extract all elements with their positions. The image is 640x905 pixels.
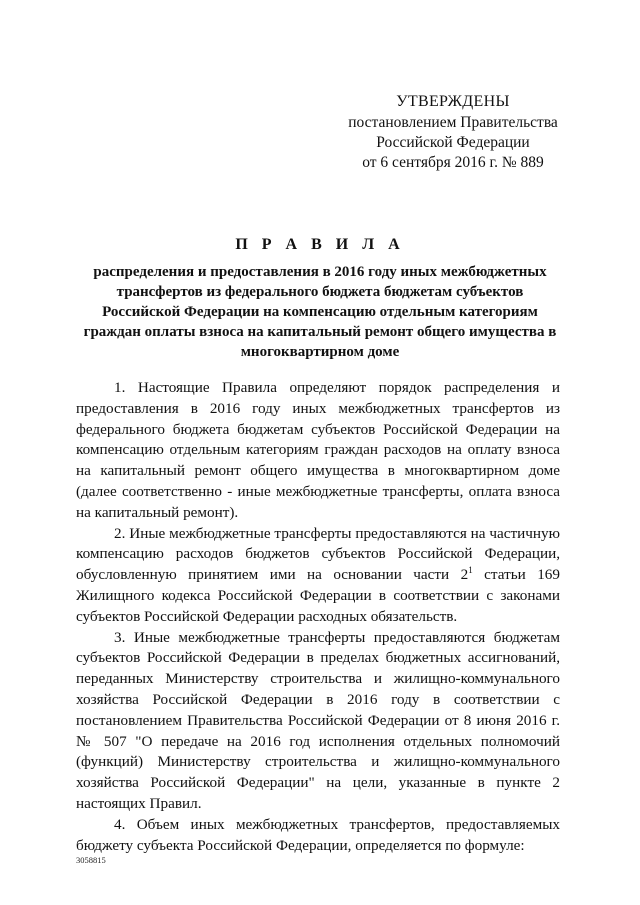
document-subtitle: распределения и предоставления в 2016 году иных межбюджетных трансфертов из федерального бюджета бюджетам субъектов Российской Федерации на компенсацию отдельным категориям граждан оплаты взноса на капитальный ремонт общего имущества в многоквартирном доме (83, 264, 557, 360)
paragraph-2-text-end: статьи 169 Жилищного кодекса Российской Федерации в соответствии с законами субъектов Российской Федерации расходных обязательств. (76, 566, 560, 625)
paragraph-2-text-start: 2. Иные межбюджетные трансферты предоставляются на частичную компенсацию расходов бюджетов субъектов Российской Федерации, обусловленную принятием ими на основании части 2 (76, 524, 560, 584)
paragraph-3: 3. Иные межбюджетные трансферты предоставляются бюджетам субъектов Российской Федерации в пределах бюджетных ассигнований, переданных Министерству строительства и жилищно-коммунального хозяйства Российской Федерации в 2016 году в соответствии с постановлением Правительства Российской Федерации от 8 июня 2016 г. № 507 "О передаче на 2016 год исполнения отдельных полномочий (функций) Министерству строительства и жилищно-коммунального хозяйства Российской Федерации" на цели, указанные в пункте 2 настоящих Правил. (76, 628, 560, 812)
superscript-reference: 1 (468, 565, 473, 576)
document-title: П Р А В И Л А (235, 236, 405, 253)
approval-block (338, 92, 568, 173)
approval-line-government: Российской Федерации (376, 134, 530, 151)
paragraph-1: 1. Настоящие Правила определяют порядок распределения и предоставления в 2016 году иных межбюджетных трансфертов из федерального бюджета бюджетам субъектов Российской Федерации на компенсацию отдельным категориям граждан расходов на оплату взноса на капитальный ремонт общего имущества в многоквартирном доме (далее соответственно - иные межбюджетные трансферты, оплата взноса на капитальный ремонт). (76, 379, 560, 521)
footer-document-code: 3058815 (76, 855, 106, 865)
approval-line-decree: постановлением Правительства (348, 114, 558, 131)
approval-line-date-number: от 6 сентября 2016 г. № 889 (362, 154, 544, 171)
document-body (76, 378, 560, 856)
approval-title: УТВЕРЖДЕНЫ (396, 93, 510, 110)
paragraph-2 (76, 524, 560, 628)
paragraph-4: 4. Объем иных межбюджетных трансфертов, предоставляемых бюджету субъекта Российской Федерации, определяется по формуле: (76, 815, 560, 854)
